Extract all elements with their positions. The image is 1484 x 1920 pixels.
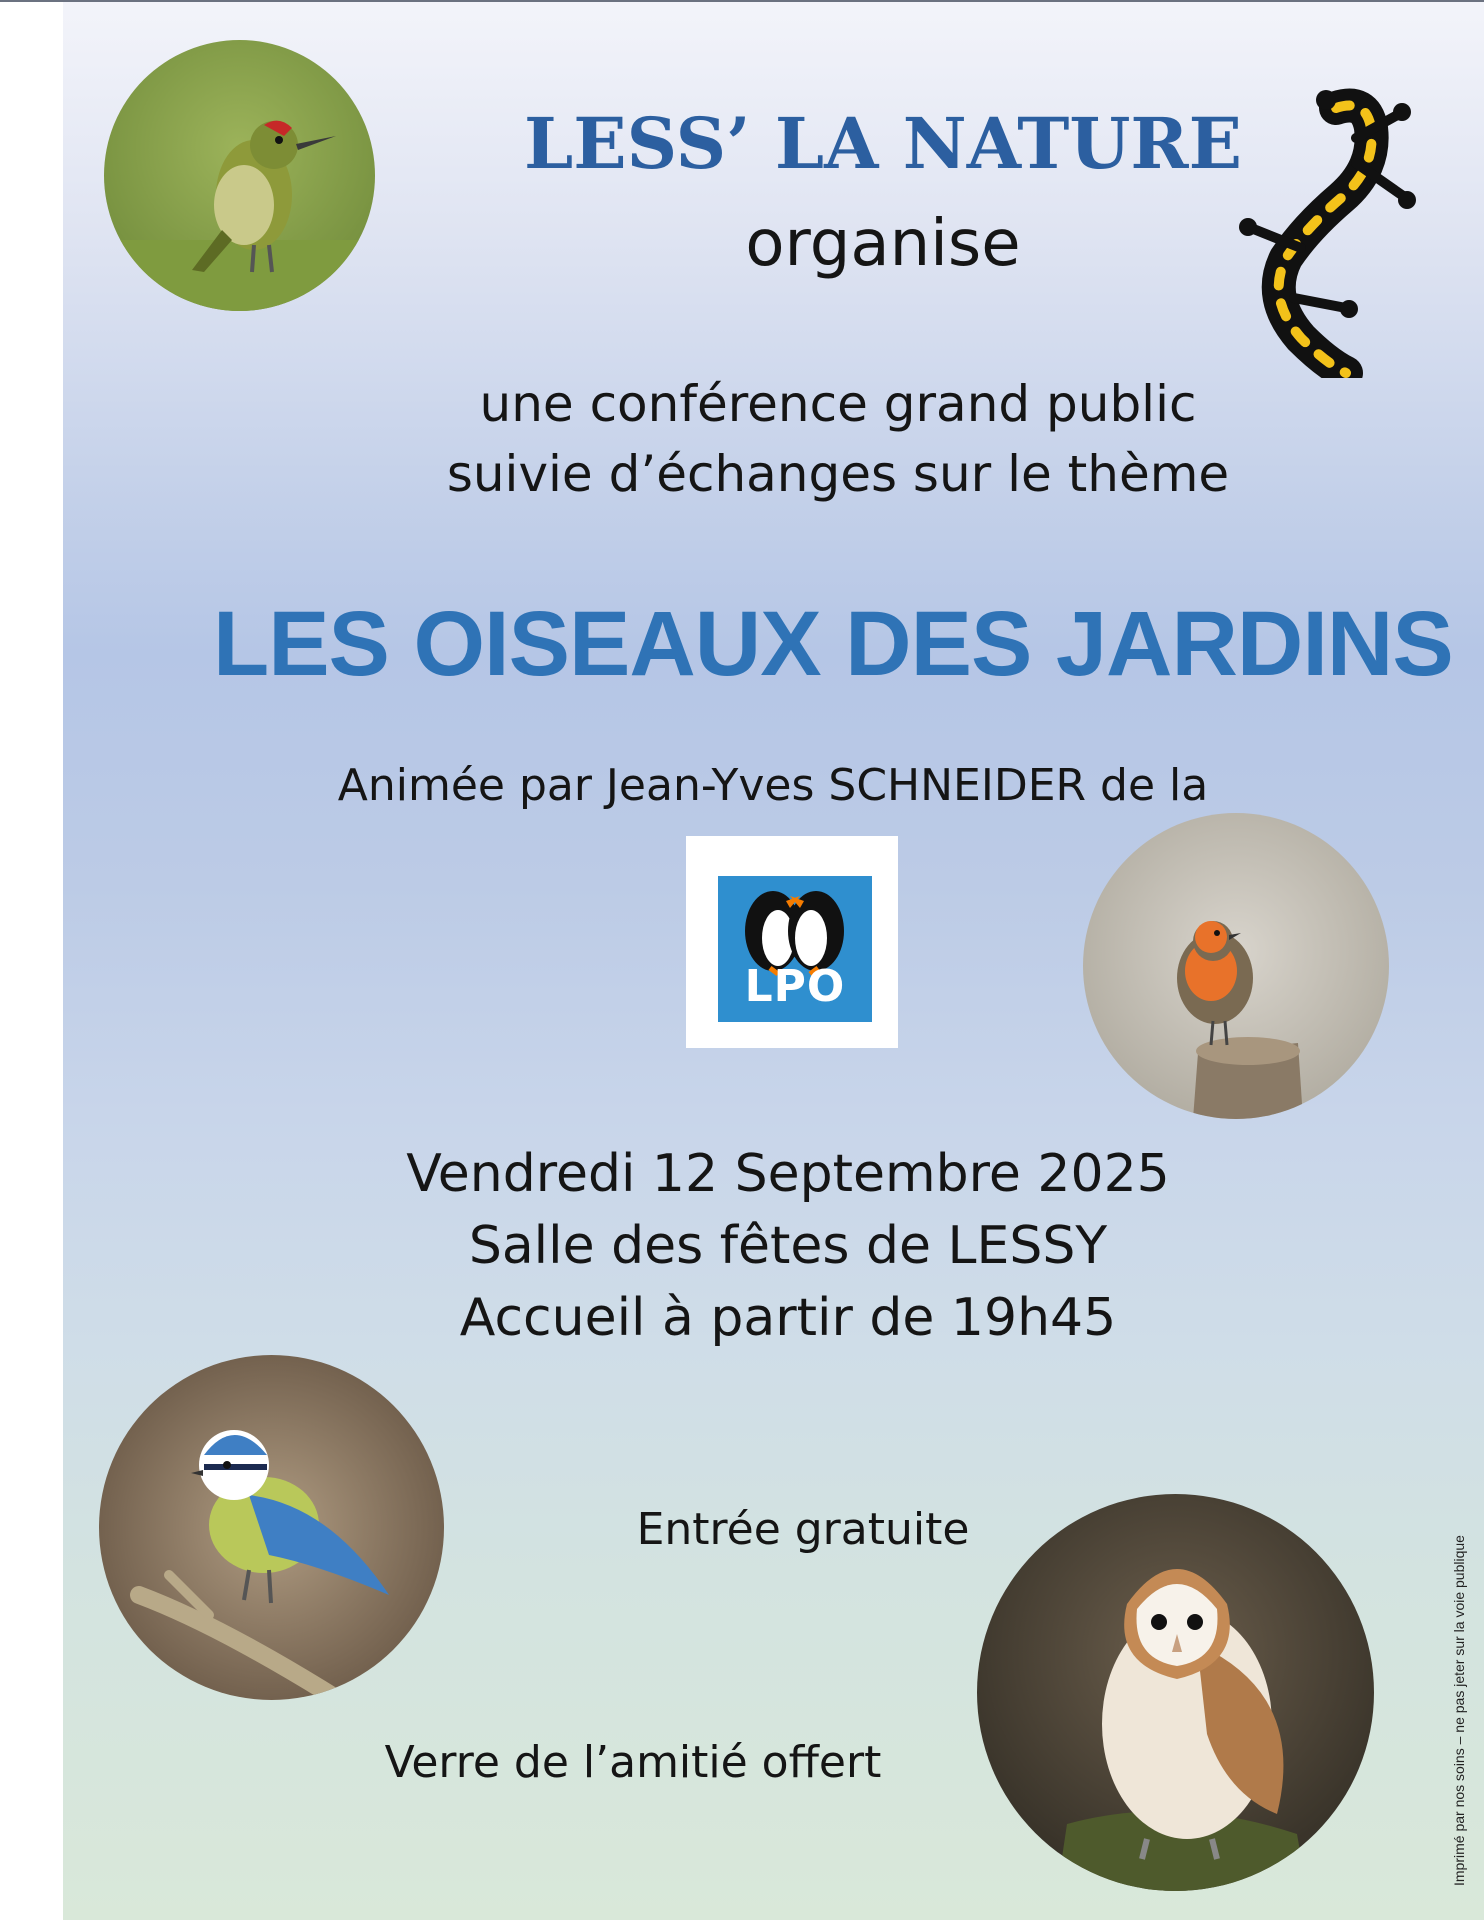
organise-text: organise (745, 207, 1021, 281)
entry-info: Entrée gratuite (636, 1504, 970, 1555)
organization-title: LESS’ LA NATURE (524, 102, 1242, 185)
woodpecker-photo (104, 40, 375, 311)
print-notice: Imprimé par nos soins – ne pas jeter sur la voie publique (1451, 1535, 1467, 1886)
intro-line-2: suivie d’échanges sur le thème (446, 445, 1230, 503)
event-place: Salle des fêtes de LESSY (468, 1216, 1108, 1276)
blue-tit-photo (99, 1355, 444, 1700)
lpo-logo (686, 836, 898, 1048)
event-welcome: Accueil à partir de 19h45 (459, 1288, 1117, 1348)
intro-line-1: une conférence grand public (479, 375, 1197, 433)
host-line: Animée par Jean-Yves SCHNEIDER de la (337, 760, 1209, 811)
left-margin (0, 0, 63, 1920)
drink-info: Verre de l’amitié offert (384, 1737, 882, 1788)
event-date: Vendredi 12 Septembre 2025 (406, 1144, 1170, 1204)
theme-title: LES OISEAUX DES JARDINS (213, 593, 1453, 695)
lpo-logo-text: LPO (744, 961, 846, 1012)
poster (63, 2, 1484, 1920)
barn-owl-photo (977, 1494, 1374, 1891)
robin-photo (1083, 813, 1389, 1119)
top-border (0, 0, 1484, 2)
